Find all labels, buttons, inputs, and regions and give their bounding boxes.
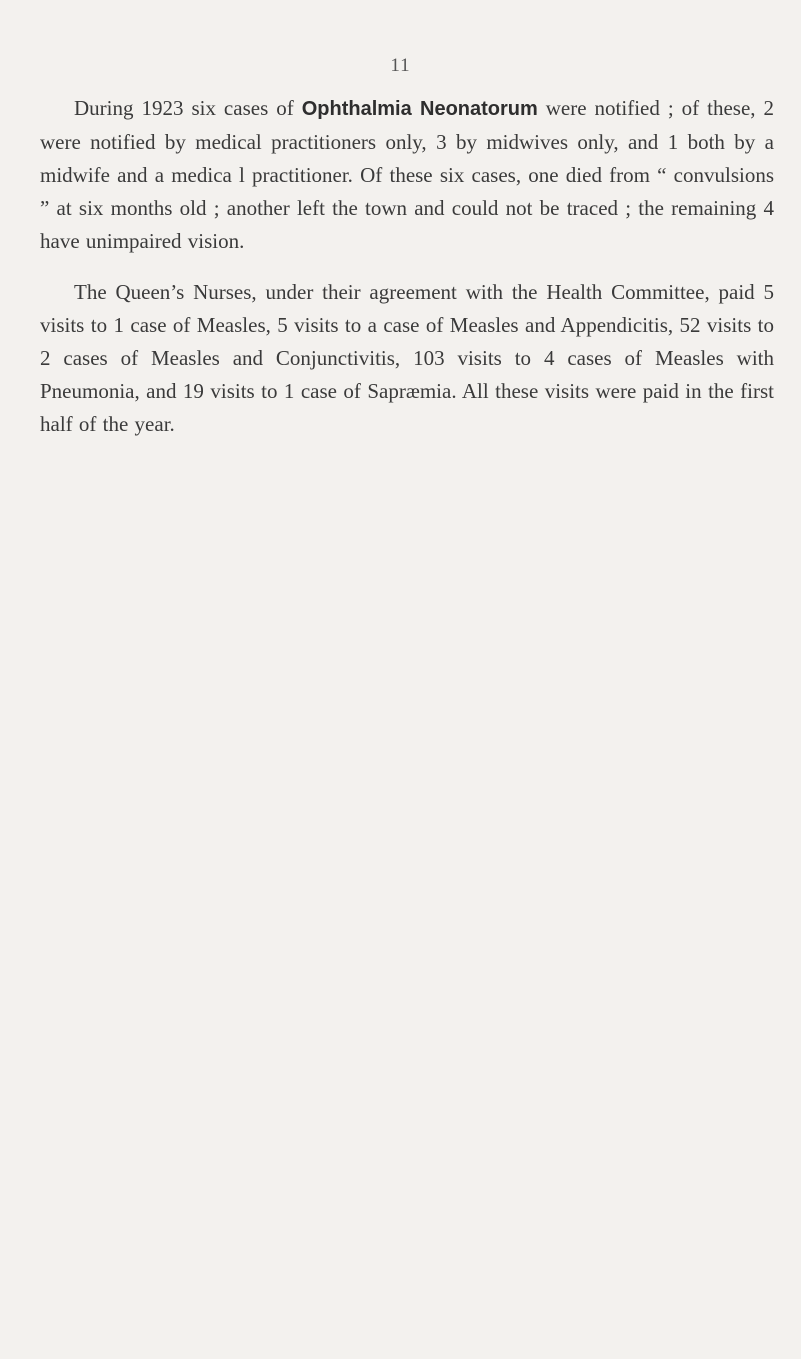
paragraph-rest: were notified ; of these, 2 were notified by medical practitioners only, 3 by midwives only, and 1 both by a midwife and a medica l practitioner. Of these six cases, one died from “ convulsions ” at six months old ; another left the town and could not be traced ; the remaining 4 have unimpaired vision. — [40, 96, 774, 253]
paragraph-queens-nurses: The Queen’s Nurses, under their agreement with the Health Committee, paid 5 visits to 1 case of Measles, 5 visits to a case of Measles and Appendicitis, 52 visits to 2 cases of Measles and Conjunctivitis, 103 visits to 4 cases of Measles with Pneumonia, and 19 visits to 1 case of Sapræmia. All these visits were paid in the first half of the year. — [40, 280, 774, 436]
disease-term: Ophthalmia Neonatorum — [301, 98, 538, 120]
paragraph-intro: During 1923 six cases of — [74, 96, 302, 120]
paragraph-ophthalmia — [40, 92, 774, 258]
body-text — [40, 92, 774, 459]
page-number: 11 — [390, 55, 411, 76]
